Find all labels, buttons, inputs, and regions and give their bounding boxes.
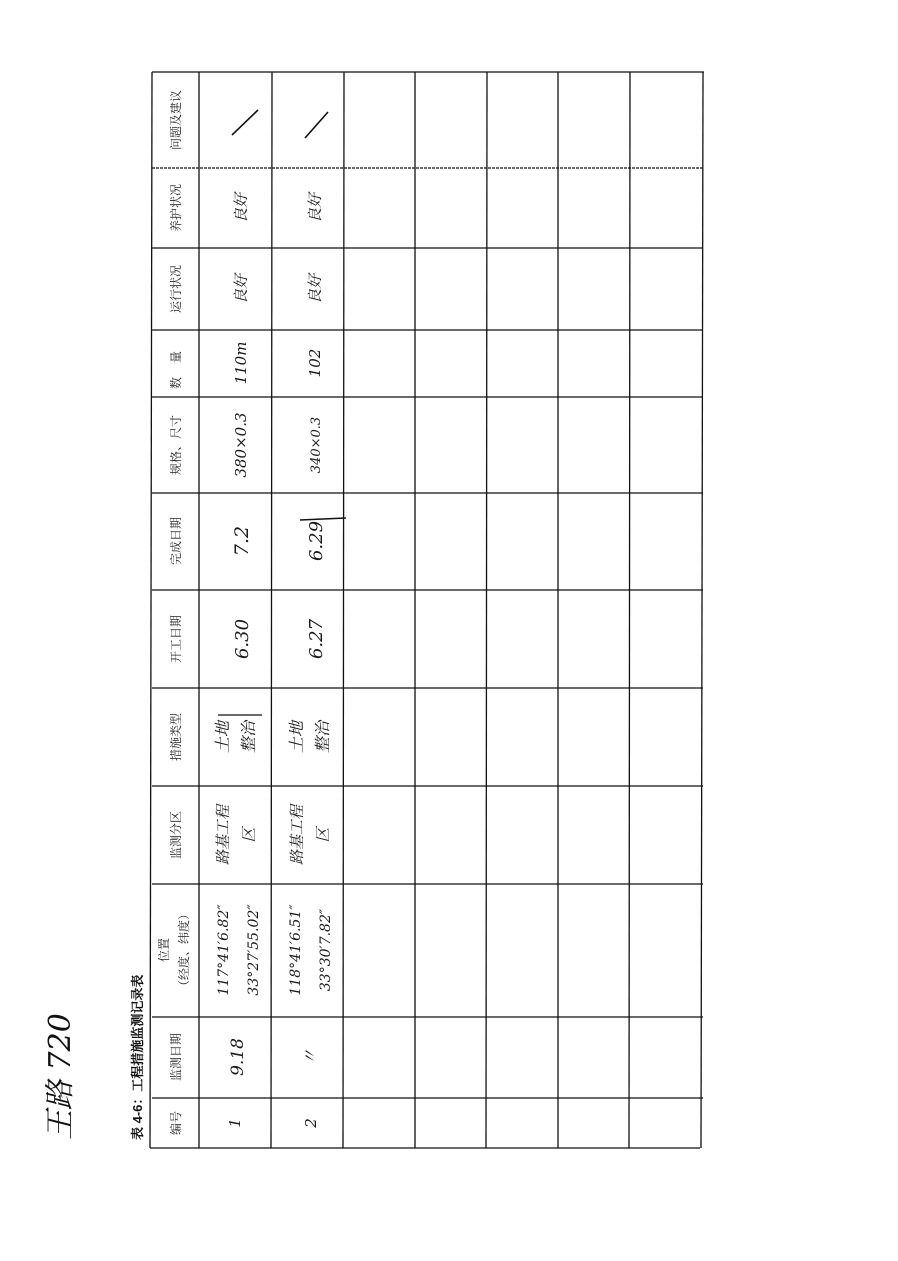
header-number: 编号	[169, 1110, 183, 1136]
header-survey-date: 监测日期	[169, 1032, 183, 1082]
margin-note: 王路 720	[43, 1013, 78, 1140]
header-maintenance: 养护状况	[169, 183, 183, 233]
row1-measure-line1: 土地	[213, 720, 232, 754]
header-location-line2: （经度、纬度）	[177, 907, 191, 993]
row1-location-lng: 117°41′6.82″	[216, 904, 232, 996]
row2-finish-date: 6.29	[306, 520, 327, 562]
table-grid	[150, 72, 704, 1148]
row2-number: 2	[302, 1118, 320, 1128]
header-start-date: 开工日期	[169, 614, 183, 664]
row1-number: 1	[226, 1118, 244, 1128]
row2-operation: 良好	[306, 273, 324, 305]
row1-survey-date: 9.18	[228, 1038, 248, 1076]
row1-spec-size: 380×0.3	[232, 412, 250, 478]
header-zone: 监测分区	[169, 810, 183, 860]
row2-measure-line1: 土地	[287, 720, 306, 754]
row1-measure-line2: 整治	[239, 720, 258, 754]
row2-start-date: 6.27	[306, 618, 327, 660]
row2-maintenance: 良好	[306, 192, 324, 224]
row2-zone-line1: 路基工程	[288, 804, 306, 866]
row1-location-lat: 33°27′55.02″	[246, 904, 262, 996]
header-finish-date: 完成日期	[169, 516, 183, 566]
row2-issues-slash	[305, 112, 328, 138]
row1-quantity: 110m	[232, 341, 250, 385]
row2-spec-size: 340×0.3	[309, 416, 324, 474]
row2-finish-stroke	[300, 518, 346, 520]
row1-issues-slash	[232, 110, 258, 135]
row1-zone-line2: 区	[240, 827, 258, 843]
table-headers	[157, 90, 191, 1135]
row2-quantity: 102	[306, 348, 324, 378]
row2-zone-line2: 区	[314, 827, 332, 843]
row1-operation: 良好	[232, 273, 250, 305]
header-quantity: 数量	[169, 336, 183, 390]
row2-measure-line2: 整治	[313, 720, 332, 754]
table-row	[213, 191, 262, 1128]
row1-finish-date: 7.2	[231, 525, 253, 557]
header-measure-type: 措施类型	[169, 712, 183, 762]
header-issues: 问题及建议	[169, 89, 183, 151]
row2-location-lng: 118°41′6.51″	[288, 904, 304, 996]
table-row	[287, 191, 334, 1129]
table-caption: 表 4-6：工程措施监测记录表	[130, 974, 145, 1140]
header-location-line1: 位置	[157, 937, 171, 963]
row1-maintenance: 良好	[232, 192, 250, 224]
header-operation: 运行状况	[169, 264, 183, 314]
row1-zone-line1: 路基工程	[214, 804, 232, 866]
header-spec-size: 规格、尺寸	[169, 414, 183, 476]
row2-survey-date: 〃	[301, 1048, 321, 1066]
row1-start-date: 6.30	[232, 618, 253, 660]
row2-location-lat: 33°30′7.82″	[318, 908, 334, 992]
